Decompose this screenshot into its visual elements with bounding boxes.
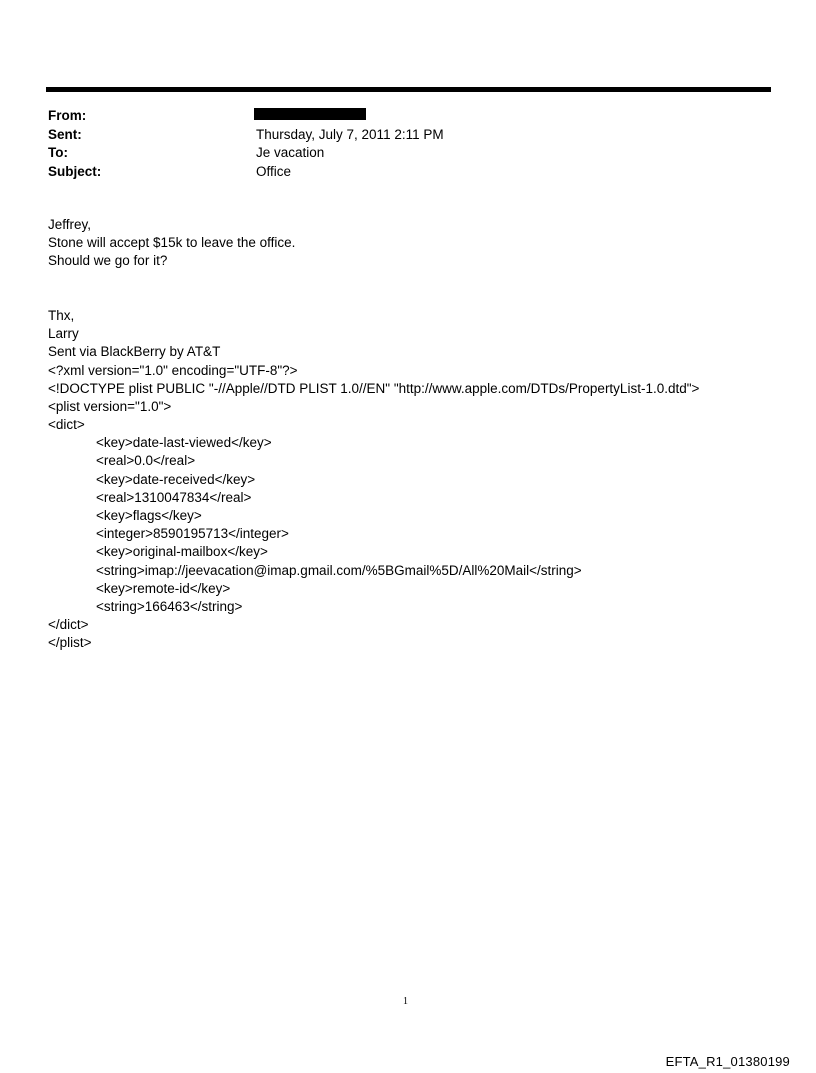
email-header — [48, 107, 748, 181]
header-divider — [46, 87, 771, 92]
plist-entry: <string>imap://jeevacation@imap.gmail.com/%5BGmail%5D/All%20Mail</string> — [96, 562, 582, 578]
plist-open-tag: <plist version="1.0"> — [48, 398, 172, 414]
plist-entry: <key>remote-id</key> — [96, 580, 231, 596]
page-number: 1 — [403, 996, 408, 1007]
spacer — [48, 289, 788, 307]
sent-value: Thursday, July 7, 2011 2:11 PM — [256, 126, 444, 142]
to-value: Je vacation — [256, 145, 325, 160]
sent-row — [48, 126, 748, 145]
body-line-2: Should we go for it? — [48, 253, 168, 269]
plist-close-tag: </plist> — [48, 635, 92, 651]
from-row — [48, 107, 748, 126]
signature: Larry — [48, 326, 79, 342]
spacer — [48, 271, 788, 289]
email-body — [48, 216, 788, 653]
signoff: Thx, — [48, 307, 75, 323]
plist-entry: <real>1310047834</real> — [96, 489, 252, 505]
from-label: From: — [48, 108, 87, 123]
plist-entry: <real>0.0</real> — [96, 453, 196, 469]
to-row — [48, 144, 748, 163]
plist-xml-declaration: <?xml version="1.0" encoding="UTF-8"?> — [48, 362, 298, 378]
plist-entry: <integer>8590195713</integer> — [96, 526, 289, 542]
subject-row — [48, 163, 748, 182]
device-footer: Sent via BlackBerry by AT&T — [48, 344, 221, 360]
subject-label: Subject: — [48, 163, 102, 179]
redacted-sender — [254, 108, 366, 120]
document-id: EFTA_R1_01380199 — [665, 1054, 790, 1069]
plist-entry: <key>flags</key> — [96, 508, 202, 523]
plist-entry: <key>original-mailbox</key> — [96, 544, 268, 560]
sent-label: Sent: — [48, 126, 82, 142]
subject-value: Office — [256, 163, 292, 179]
plist-doctype: <!DOCTYPE plist PUBLIC "-//Apple//DTD PLIST 1.0//EN" "http://www.apple.com/DTDs/PropertyList-1.0.dtd"> — [48, 380, 700, 396]
plist-entry: <string>166463</string> — [96, 598, 243, 614]
plist-entry: <key>date-received</key> — [96, 471, 256, 487]
to-label: To: — [48, 145, 68, 160]
dict-open-tag: <dict> — [48, 417, 85, 433]
plist-entry: <key>date-last-viewed</key> — [96, 435, 272, 451]
dict-close-tag: </dict> — [48, 617, 89, 633]
body-line-1: Stone will accept $15k to leave the office. — [48, 235, 296, 251]
greeting: Jeffrey, — [48, 217, 92, 232]
